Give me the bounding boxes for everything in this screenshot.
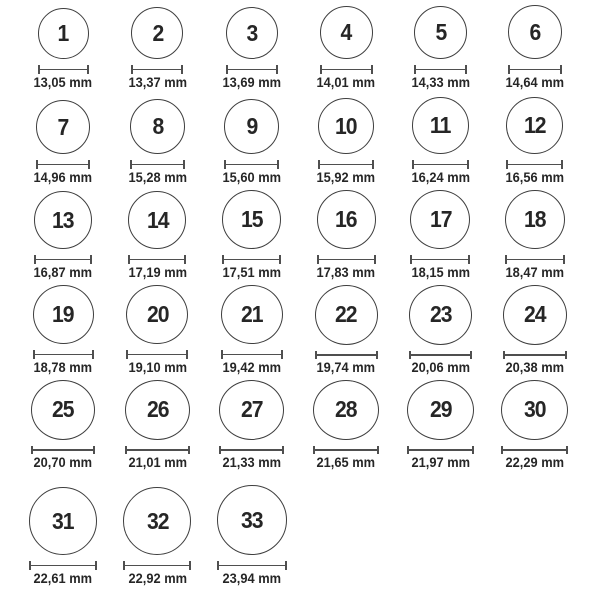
ring-size-number: 2 — [152, 19, 163, 46]
ring-size-cell — [16, 95, 110, 190]
ring-size-number: 11 — [430, 112, 451, 138]
ring-size-number: 29 — [429, 396, 452, 423]
ring-size-number: 33 — [240, 506, 263, 533]
ring-size-number: 14 — [146, 206, 169, 233]
ring-size-cell — [488, 190, 582, 285]
diameter-label: 23,94 mm — [222, 571, 282, 586]
diameter-measure-bar — [410, 255, 470, 264]
ring-size-number: 1 — [57, 20, 69, 46]
diameter-label: 20,70 mm — [33, 455, 93, 470]
ring-circle — [221, 285, 283, 344]
diameter-measure-bar — [34, 255, 92, 264]
diameter-measure-bar — [506, 160, 563, 169]
ring-circle — [313, 380, 379, 440]
ring-size-number: 22 — [335, 301, 358, 328]
ring-size-cell — [110, 475, 204, 600]
ring-size-number: 5 — [435, 19, 446, 45]
ring-size-cell — [110, 0, 204, 95]
ring-size-cell — [205, 285, 299, 380]
ring-size-number: 28 — [335, 396, 358, 423]
ring-size-number: 4 — [340, 19, 352, 45]
ring-circle — [506, 97, 563, 154]
ring-size-number: 30 — [523, 396, 546, 423]
ring-size-cell — [299, 95, 393, 190]
ring-size-cell — [393, 190, 487, 285]
diameter-label: 22,61 mm — [33, 571, 93, 586]
ring-size-number: 24 — [523, 301, 546, 328]
ring-size-number: 10 — [335, 112, 358, 139]
diameter-label: 16,87 mm — [33, 265, 93, 280]
ring-circle — [503, 285, 567, 345]
diameter-label: 13,69 mm — [222, 75, 282, 90]
ring-size-number: 12 — [523, 112, 546, 138]
diameter-label: 21,97 mm — [411, 455, 470, 470]
ring-size-cell — [299, 380, 393, 475]
ring-circle — [126, 285, 188, 344]
diameter-label: 14,96 mm — [33, 170, 93, 185]
ring-size-cell — [16, 190, 110, 285]
ring-size-cell — [488, 0, 582, 95]
ring-circle — [407, 380, 474, 440]
diameter-label: 16,24 mm — [411, 170, 470, 185]
diameter-measure-bar — [29, 561, 97, 570]
diameter-measure-bar — [315, 351, 378, 359]
ring-size-cell — [110, 285, 204, 380]
ring-size-cell — [393, 285, 487, 380]
ring-size-number: 21 — [240, 301, 263, 328]
diameter-measure-bar — [130, 160, 185, 169]
diameter-label: 16,56 mm — [505, 170, 565, 185]
ring-size-cell — [393, 0, 487, 95]
diameter-label: 19,42 mm — [222, 360, 282, 375]
diameter-measure-bar — [126, 350, 188, 359]
ring-circle — [224, 99, 279, 154]
ring-size-cell — [299, 285, 393, 380]
diameter-label: 13,37 mm — [128, 75, 187, 90]
diameter-measure-bar — [503, 351, 567, 359]
ring-size-cell — [16, 285, 110, 380]
diameter-label: 14,33 mm — [411, 75, 470, 90]
diameter-label: 15,92 mm — [316, 170, 376, 185]
ring-circle — [320, 6, 373, 59]
ring-size-cell — [299, 190, 393, 285]
ring-size-cell — [16, 475, 110, 600]
ring-size-cell — [393, 380, 487, 475]
ring-size-number: 15 — [240, 206, 263, 232]
diameter-label: 19,74 mm — [316, 360, 376, 375]
ring-size-cell — [205, 0, 299, 95]
diameter-measure-bar — [222, 255, 281, 264]
ring-circle — [128, 191, 186, 249]
diameter-label: 13,05 mm — [33, 75, 93, 90]
ring-circle — [318, 98, 374, 154]
ring-circle — [34, 191, 92, 249]
ring-size-cell — [299, 0, 393, 95]
diameter-label: 20,06 mm — [411, 360, 470, 375]
diameter-label: 14,01 mm — [316, 75, 376, 90]
ring-size-cell — [16, 0, 110, 95]
ring-size-cell — [110, 95, 204, 190]
diameter-measure-bar — [226, 65, 278, 74]
diameter-measure-bar — [33, 350, 94, 359]
ring-circle — [410, 190, 470, 249]
ring-size-number: 23 — [429, 301, 452, 328]
ring-size-number: 17 — [429, 206, 452, 233]
ring-size-cell — [205, 380, 299, 475]
ring-size-cell — [488, 95, 582, 190]
ring-size-cell — [16, 380, 110, 475]
ring-size-cell — [110, 190, 204, 285]
diameter-measure-bar — [313, 446, 379, 454]
diameter-label: 14,64 mm — [505, 75, 565, 90]
ring-size-cell — [488, 285, 582, 380]
ring-size-number: 3 — [246, 19, 258, 46]
diameter-label: 18,47 mm — [505, 265, 565, 280]
ring-circle — [508, 5, 562, 59]
diameter-label: 15,28 mm — [128, 170, 187, 185]
diameter-measure-bar — [501, 446, 568, 454]
ring-circle — [317, 190, 376, 249]
ring-size-number: 20 — [146, 301, 169, 328]
ring-size-number: 26 — [146, 396, 169, 423]
diameter-measure-bar — [224, 160, 279, 169]
ring-circle — [217, 485, 287, 555]
ring-size-cell — [488, 380, 582, 475]
ring-size-number: 8 — [152, 113, 163, 139]
diameter-measure-bar — [125, 446, 190, 454]
ring-circle — [31, 380, 95, 440]
diameter-measure-bar — [131, 65, 183, 74]
ring-circle — [505, 190, 565, 249]
diameter-label: 18,15 mm — [411, 265, 470, 280]
diameter-label: 21,65 mm — [316, 455, 376, 470]
ring-circle — [123, 487, 191, 555]
ring-size-number: 7 — [57, 113, 69, 140]
ring-circle — [409, 285, 472, 345]
ring-size-cell — [205, 475, 299, 600]
diameter-measure-bar — [508, 65, 562, 74]
ring-circle — [412, 97, 469, 154]
ring-size-number: 27 — [240, 396, 263, 423]
diameter-measure-bar — [414, 65, 467, 74]
diameter-measure-bar — [505, 255, 565, 264]
ring-size-number: 32 — [146, 507, 169, 534]
diameter-measure-bar — [219, 446, 284, 454]
diameter-label: 22,29 mm — [505, 455, 565, 470]
diameter-measure-bar — [409, 351, 472, 359]
ring-circle — [219, 380, 284, 440]
diameter-measure-bar — [407, 446, 474, 454]
ring-circle — [125, 380, 190, 440]
ring-circle — [226, 7, 278, 59]
ring-circle — [130, 99, 185, 154]
diameter-measure-bar — [317, 255, 376, 264]
diameter-measure-bar — [320, 65, 373, 74]
ring-circle — [414, 6, 467, 59]
ring-circle — [36, 100, 90, 154]
diameter-label: 20,38 mm — [505, 360, 565, 375]
diameter-label: 17,51 mm — [222, 265, 282, 280]
diameter-measure-bar — [318, 160, 374, 169]
diameter-label: 19,10 mm — [128, 360, 187, 375]
diameter-measure-bar — [31, 446, 95, 454]
ring-circle — [38, 8, 89, 59]
ring-size-number: 19 — [52, 301, 75, 328]
ring-size-number: 25 — [52, 396, 75, 423]
diameter-label: 18,78 mm — [33, 360, 93, 375]
ring-circle — [29, 487, 97, 555]
diameter-measure-bar — [217, 561, 287, 570]
ring-circle — [131, 7, 183, 59]
diameter-label: 17,19 mm — [128, 265, 187, 280]
ring-size-cell — [110, 380, 204, 475]
diameter-measure-bar — [128, 255, 186, 264]
diameter-label: 22,92 mm — [128, 571, 187, 586]
diameter-label: 15,60 mm — [222, 170, 282, 185]
diameter-measure-bar — [221, 350, 283, 359]
diameter-label: 21,33 mm — [222, 455, 282, 470]
diameter-measure-bar — [38, 65, 89, 74]
ring-size-number: 16 — [335, 206, 358, 232]
ring-size-number: 9 — [246, 113, 258, 139]
diameter-label: 17,83 mm — [316, 265, 376, 280]
ring-size-number: 13 — [52, 206, 75, 233]
ring-size-number: 6 — [529, 18, 541, 45]
ring-size-number: 18 — [523, 206, 546, 233]
diameter-measure-bar — [36, 160, 90, 169]
diameter-label: 21,01 mm — [128, 455, 187, 470]
ring-size-number: 31 — [52, 507, 75, 534]
ring-size-cell — [205, 95, 299, 190]
diameter-measure-bar — [412, 160, 469, 169]
ring-circle — [33, 285, 94, 344]
diameter-measure-bar — [123, 561, 191, 570]
ring-circle — [222, 190, 281, 249]
ring-size-cell — [393, 95, 487, 190]
ring-size-cell — [205, 190, 299, 285]
ring-circle — [315, 285, 378, 345]
ring-circle — [501, 380, 568, 440]
